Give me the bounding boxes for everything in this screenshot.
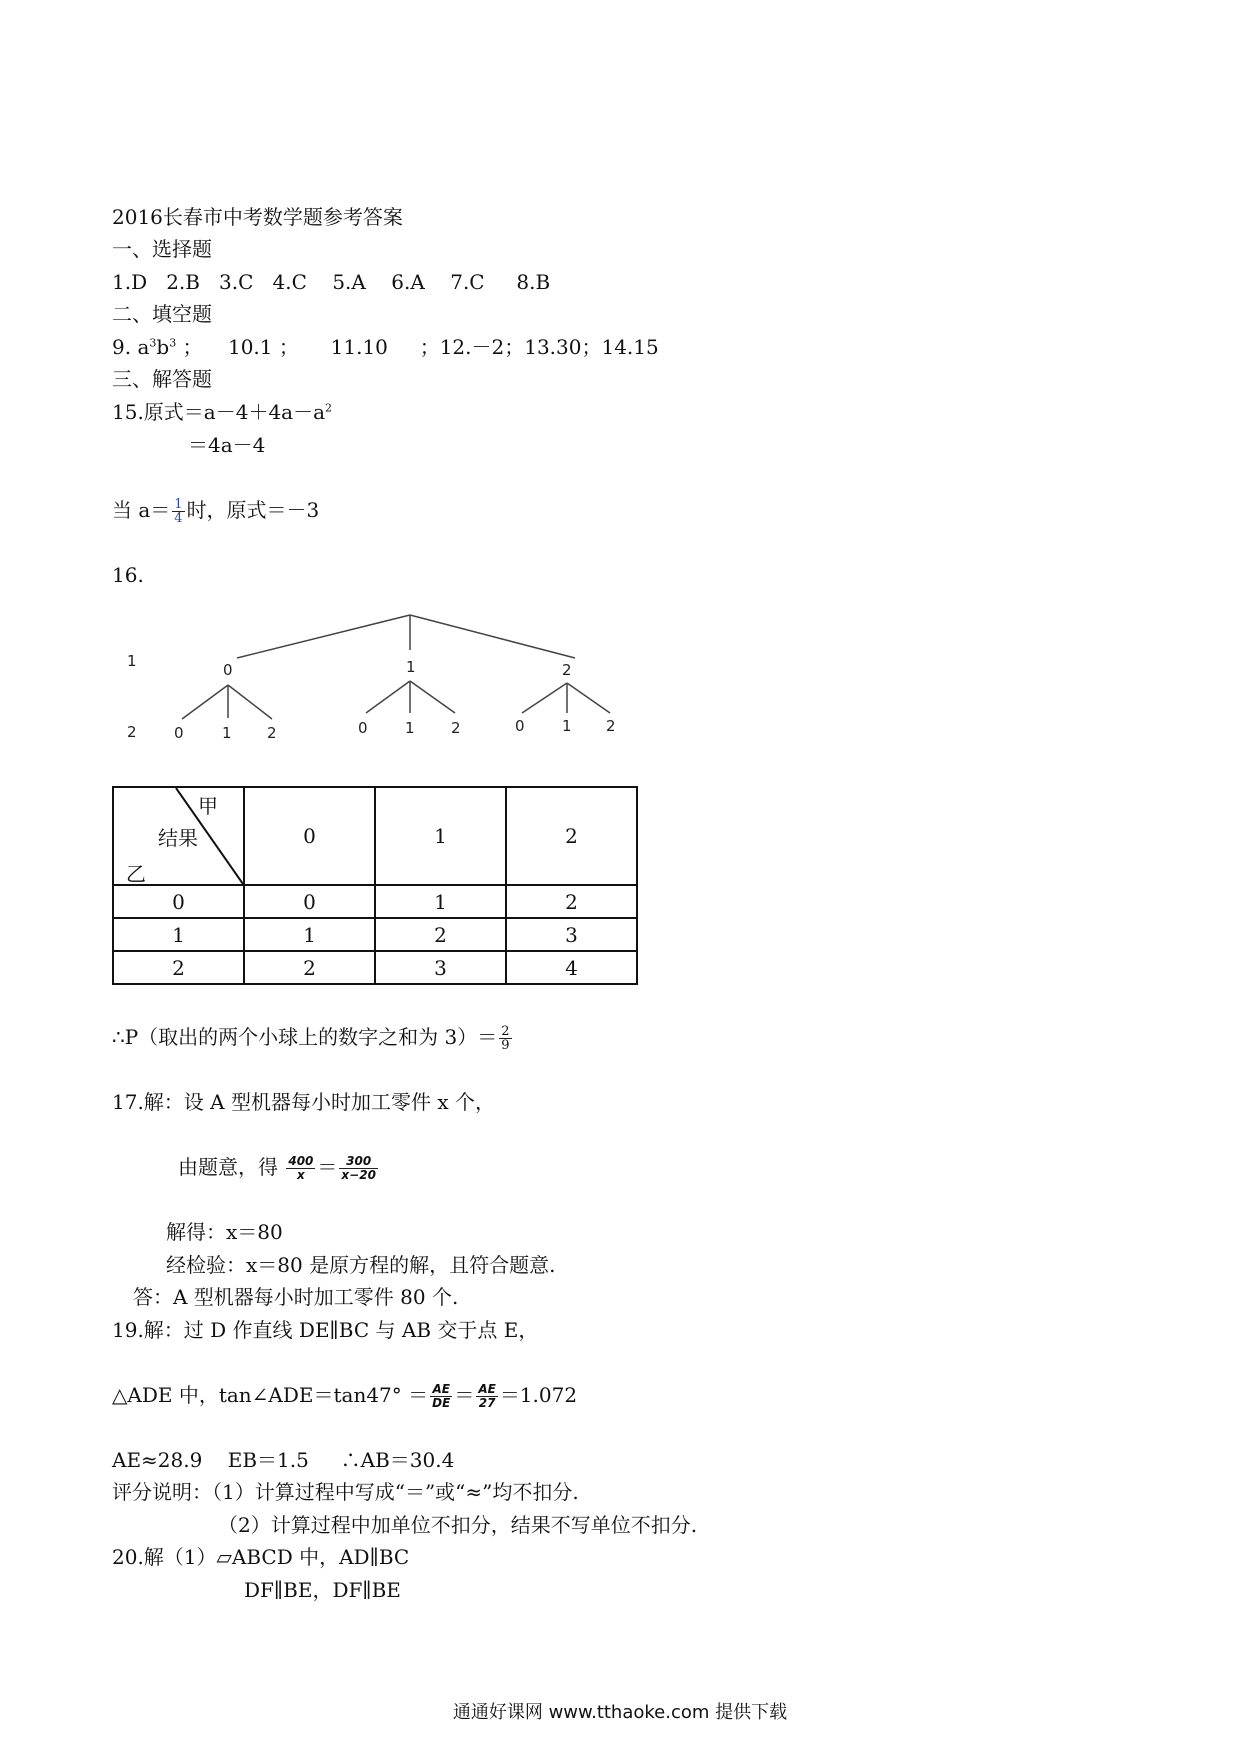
q19-line4: 评分说明：（1）计算过程中写成“＝”或“≈”均不扣分.: [112, 1480, 579, 1504]
q16-label: 16.: [112, 563, 144, 587]
corner-label-top: 甲: [198, 794, 218, 818]
tree-node-l2: 0: [358, 719, 368, 737]
tree-branch: [522, 683, 567, 713]
corner-label-bottom: 乙: [126, 862, 146, 886]
q16-frac-num: 2: [501, 1024, 510, 1039]
tree-node-l1: 0: [223, 661, 233, 679]
q17-line1: 17.解：设 A 型机器每小时加工零件 x 个，: [112, 1090, 495, 1114]
q15-result: 时，原式＝－3: [186, 498, 320, 522]
tree-node-l1: 1: [406, 658, 416, 676]
tree-branch: [182, 685, 228, 719]
table-header-row: [113, 787, 637, 885]
table-cell: 0: [244, 885, 375, 918]
table-row-header: 2: [113, 951, 244, 984]
page-footer: 通通好课网 www.tthaoke.com 提供下载: [452, 1702, 788, 1723]
tree-diagram: [110, 605, 670, 765]
q17-frac1-den: x: [297, 1168, 305, 1182]
tree-row1-label: 1: [127, 652, 137, 670]
tree-node-l2: 2: [267, 724, 277, 742]
q19-fraction-1: [430, 1383, 452, 1410]
tree-branch: [228, 685, 272, 719]
table-row: [113, 885, 637, 918]
q17-line5: 答：A 型机器每小时加工零件 80 个.: [133, 1285, 459, 1309]
q15-line2: ＝4a－4: [188, 433, 266, 457]
q19-line2: [112, 1383, 577, 1410]
tree-branch: [567, 683, 610, 713]
q20-line2: DF∥BE，DF∥BE: [244, 1578, 401, 1602]
answers-10-14: ； 10.1 ； 11.10 ；12.－2；13.30；14.15: [176, 335, 659, 359]
table-cell: 2: [375, 918, 506, 951]
q17-line3: 解得：x＝80: [166, 1220, 283, 1244]
q17-frac2-num: 300: [339, 1155, 378, 1169]
q19-frac1-num: AE: [430, 1383, 452, 1397]
q17-line2: [178, 1155, 380, 1182]
q15-frac-num: 1: [174, 497, 183, 512]
q15-line3: [112, 498, 319, 525]
table-cell: 1: [244, 918, 375, 951]
q16-frac-den: 9: [501, 1038, 510, 1053]
q15-expr: 15.原式＝a－4＋4a－a: [112, 400, 326, 424]
table-cell: 2: [506, 885, 637, 918]
table-corner-cell: [113, 787, 244, 885]
q17-fraction-right: [339, 1155, 378, 1182]
tree-node-l2: 2: [606, 717, 616, 735]
q19-frac2-den: 27: [478, 1396, 496, 1410]
table-row: [113, 951, 637, 984]
q17-line4: 经检验：x＝80 是原方程的解，且符合题意.: [166, 1253, 556, 1277]
q15-frac-den: 4: [174, 511, 183, 526]
q15-when: 当 a＝: [112, 498, 171, 522]
answer-9-b: b: [156, 335, 170, 359]
section-heading-fill: 二、填空题: [112, 302, 212, 326]
tree-row2-label: 2: [127, 723, 137, 741]
q19-equals: ＝: [454, 1383, 475, 1407]
tree-node-l2: 1: [222, 724, 232, 742]
tree-branch: [410, 681, 455, 713]
tree-node-l2: 0: [515, 717, 525, 735]
tree-branch: [366, 681, 410, 713]
q15-line1: [112, 400, 332, 424]
table-cell: 2: [244, 951, 375, 984]
answer-9-exponent: 3: [149, 336, 157, 350]
table-row: [113, 918, 637, 951]
fill-answers: [112, 335, 659, 359]
table-row-header: 1: [113, 918, 244, 951]
q19-line3: AE≈28.9 EB＝1.5 ∴AB＝30.4: [112, 1448, 455, 1472]
tree-node-l1: 2: [562, 661, 572, 679]
section-heading-solve: 三、解答题: [112, 367, 212, 391]
table-col-header: 1: [375, 787, 506, 885]
q19-fraction-2: [476, 1383, 497, 1410]
table-cell: 3: [506, 918, 637, 951]
q17-setup: 由题意，得: [178, 1155, 278, 1179]
q19-value: ＝1.072: [499, 1383, 578, 1407]
tree-branch: [237, 615, 410, 658]
table-cell: 1: [375, 885, 506, 918]
table-row-header: 0: [113, 885, 244, 918]
table-col-header: 2: [506, 787, 637, 885]
q16-conclusion-text: ∴P（取出的两个小球上的数字之和为 3）＝: [112, 1025, 498, 1049]
answer-9-exponent-b: 3: [169, 336, 177, 350]
q19-line1: 19.解：过 D 作直线 DE∥BC 与 AB 交于点 E，: [112, 1318, 539, 1342]
tree-node-l2: 0: [174, 724, 184, 742]
q17-equals: ＝: [317, 1155, 338, 1179]
tree-node-l2: 1: [405, 719, 415, 737]
q20-line1: 20.解（1）▱ABCD 中，AD∥BC: [112, 1545, 410, 1569]
tree-node-l2: 2: [451, 719, 461, 737]
q16-conclusion: [112, 1025, 514, 1052]
table-cell: 4: [506, 951, 637, 984]
q19-frac2-num: AE: [478, 1382, 496, 1396]
q17-frac1-num: 400: [288, 1154, 314, 1168]
corner-label-mid: 结果: [158, 826, 198, 850]
q17-fraction-left: [286, 1155, 315, 1182]
q15-exponent: 2: [325, 401, 333, 415]
q16-fraction: [499, 1025, 511, 1052]
choice-answers: 1.D 2.B 3.C 4.C 5.A 6.A 7.C 8.B: [112, 270, 551, 294]
answer-9: 9. a: [112, 335, 150, 359]
q19-frac1-den: DE: [432, 1396, 451, 1410]
tree-node-l2: 1: [562, 717, 572, 735]
doc-title: 2016长春市中考数学题参考答案: [112, 205, 403, 229]
table-col-header: 0: [244, 787, 375, 885]
q19-line5: （2）计算过程中加单位不扣分，结果不写单位不扣分.: [218, 1513, 698, 1537]
q19-tan: △ADE 中，tan∠ADE＝tan47° ＝: [112, 1383, 429, 1407]
result-table: [112, 786, 638, 985]
q17-frac2-den: x−20: [341, 1168, 376, 1182]
q15-fraction: [172, 498, 184, 525]
section-heading-choice: 一、选择题: [112, 237, 212, 261]
table-cell: 3: [375, 951, 506, 984]
tree-branch: [410, 615, 575, 658]
